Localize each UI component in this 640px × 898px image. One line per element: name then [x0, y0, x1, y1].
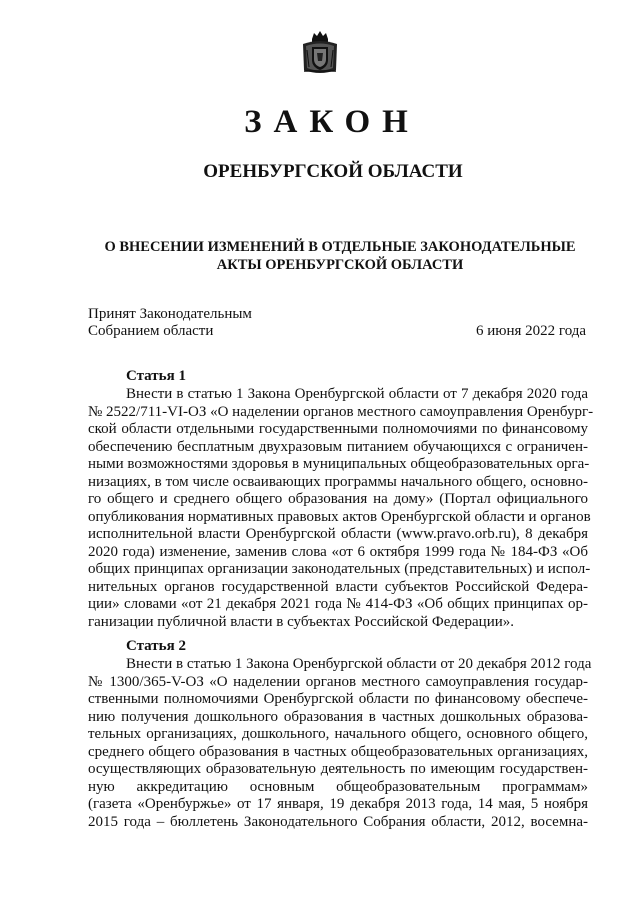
- law-title: ЗАКОН: [244, 104, 420, 140]
- article-line: ции» словами «от 21 декабря 2021 года № 414-ФЗ «Об общих принципах ор-: [88, 596, 588, 612]
- article-body: [88, 386, 594, 631]
- adoption-line: Собранием области: [88, 323, 214, 339]
- article-line: осуществляющих образовательную деятельность по имеющим государствен-: [88, 761, 588, 777]
- article-body: [88, 656, 592, 831]
- adoption-line: Принят Законодательным: [88, 306, 252, 322]
- coat-of-arms-icon: [300, 30, 340, 76]
- article-line: ную аккредитацию основным общеобразовательным программам»: [88, 778, 588, 795]
- article-line: № 2522/711-VI-ОЗ «О наделении органов местного самоуправления Оренбург-: [88, 403, 594, 420]
- region-title: ОРЕНБУРГСКОЙ ОБЛАСТИ: [203, 161, 463, 182]
- article-line: обеспечению бесплатным двухразовым питанием обучающихся с ограничен-: [88, 438, 588, 455]
- article-line: Внести в статью 1 Закона Оренбургской области от 20 декабря 2012 года: [126, 656, 592, 672]
- article-line: ственными полномочиями Оренбургской области по финансовому обеспече-: [88, 691, 588, 707]
- article-line: ными возможностями здоровья в муниципальных общеобразовательных орга-: [88, 456, 590, 472]
- article-heading: Статья 1: [126, 368, 186, 384]
- article-line: 2015 года – бюллетень Законодательного Собрания области, 2012, восемна-: [88, 813, 588, 830]
- law-subject-line: АКТЫ ОРЕНБУРГСКОЙ ОБЛАСТИ: [216, 257, 464, 273]
- article-line: 2020 года) изменение, заменив слова «от 6 октября 1999 года № 184-ФЗ «Об: [88, 543, 588, 560]
- adoption-info: [88, 306, 252, 340]
- adoption-date: 6 июня 2022 года: [476, 323, 587, 339]
- article-line: опубликования нормативных правовых актов Оренбургской области и органов: [88, 508, 591, 525]
- article-line: тельных организациях, дошкольного, начального общего, основного общего,: [88, 726, 588, 742]
- article-line: Внести в статью 1 Закона Оренбургской области от 7 декабря 2020 года: [126, 386, 588, 402]
- law-subject-line: О ВНЕСЕНИИ ИЗМЕНЕНИЙ В ОТДЕЛЬНЫЕ ЗАКОНОДАТЕЛЬНЫЕ: [104, 239, 576, 255]
- article-line: нительных органов государственной власти субъектов Российской Федера-: [88, 578, 588, 595]
- article-line: низациях, в том числе осваивающих программы начального общего, основно-: [88, 473, 588, 490]
- article-line: ской области отдельными государственными полномочиями по финансовому: [88, 421, 588, 437]
- article-line: го общего и среднего общего образования на дому» (Портал официального: [88, 491, 588, 507]
- article-line: № 1300/365-V-ОЗ «О наделении органов местного самоуправления государ-: [88, 673, 588, 690]
- article-line: общих принципах организации законодательных (представительных) и испол-: [88, 561, 591, 577]
- article-line: (газета «Оренбуржье» от 17 января, 19 декабря 2013 года, 14 мая, 5 ноября: [88, 796, 588, 812]
- law-subject: [95, 238, 585, 274]
- article-line: нию получения дошкольного образования в частных дошкольных образова-: [88, 708, 588, 725]
- article-line: среднего общего образования в частных общеобразовательных организациях,: [88, 743, 588, 760]
- article-line: исполнительной власти Оренбургской области (www.pravo.orb.ru), 8 декабря: [88, 526, 588, 542]
- article-heading: Статья 2: [126, 638, 186, 654]
- article-line: ганизации публичной власти в субъектах Российской Федерации».: [88, 613, 515, 630]
